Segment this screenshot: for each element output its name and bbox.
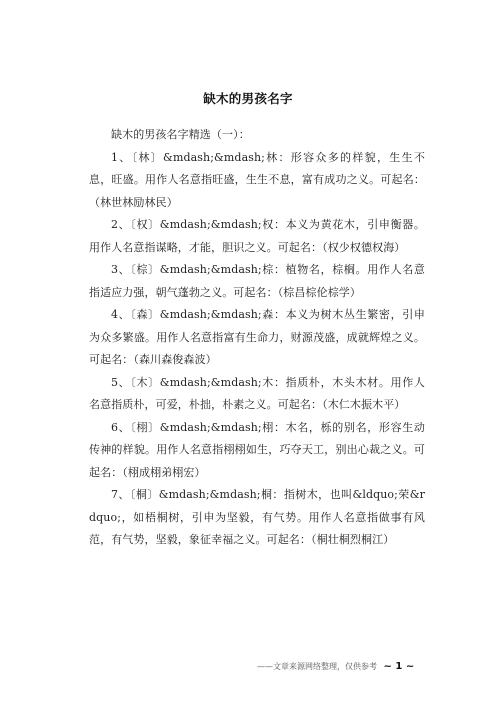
name-entry-zong: 3、〔棕〕&mdash;&mdash;棕：植物名，棕榈。用作人名意指适应力强，朝气蓬勃之义。可起名：（棕昌棕伦棕学） — [89, 263, 425, 299]
intro-paragraph: 缺木的男孩名字精选（一）： — [111, 128, 250, 141]
name-entry-xu: 6、〔栩〕&mdash;&mdash;栩：木名，栎的别名，形容生动传神的样貌。用作人名意指栩栩如生，巧夺天工，别出心裁之义。可起名：（栩成栩弟栩宏） — [89, 420, 425, 479]
name-entry-mu: 5、〔木〕&mdash;&mdash;木：指质朴，木头木材。用作人名意指质朴，可爱，朴拙，朴素之义。可起名：（木仁木振木平） — [89, 375, 425, 411]
page-number: ~ 1 ~ — [383, 661, 415, 672]
name-entry-lin: 1、〔林〕&mdash;&mdash;林：形容众多的样貌，生生不息，旺盛。用作人名意指旺盛，生生不息，富有成功之义。可起名：（林世林励林民） — [89, 150, 425, 209]
document-title: 缺木的男孩名字 — [203, 91, 293, 106]
document-body — [89, 124, 425, 552]
page-footer — [257, 661, 414, 672]
name-entry-sen: 4、〔森〕&mdash;&mdash;森：本义为树木丛生繁密，引申为众多繁盛。用作人名意指富有生命力，财源茂盛，成就辉煌之义。可起名：（森川森俊森波） — [89, 308, 425, 366]
footer-note: ——文章来源网络整理，仅供参考 — [257, 662, 377, 671]
name-entry-quan: 2、〔权〕&mdash;&mdash;权：本义为黄花木，引申衡器。用作人名意指谋略，才能，胆识之义。可起名：（权少权德权海） — [89, 218, 425, 254]
name-entry-tong: 7、〔桐〕&mdash;&mdash;桐：指树木，也叫&ldquo;荣&rdquo;，如梧桐树，引申为坚毅，有气势。用作人名意指做事有风范，有气势，坚毅，象征幸福之义。可起名：（桐壮桐烈桐江） — [89, 488, 425, 546]
